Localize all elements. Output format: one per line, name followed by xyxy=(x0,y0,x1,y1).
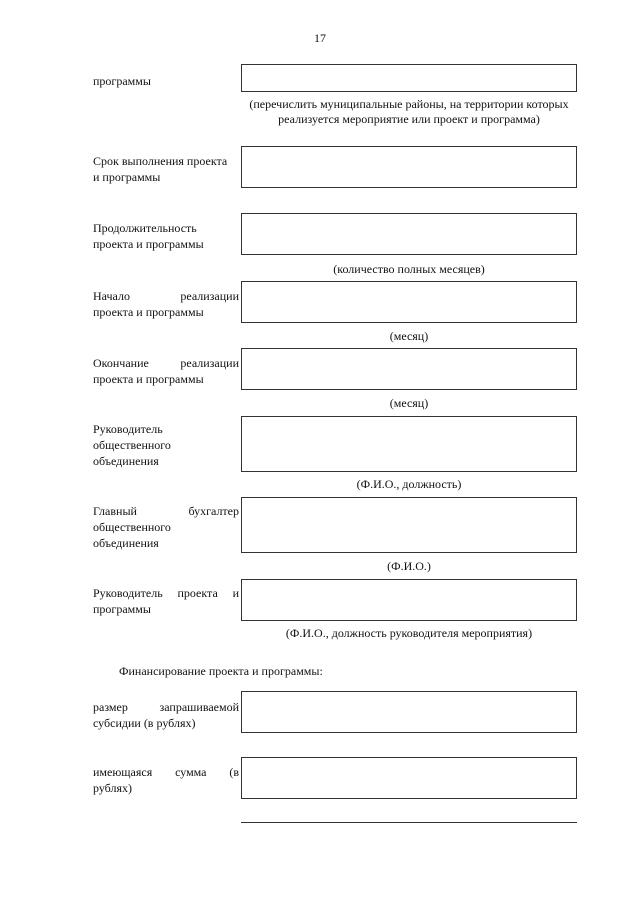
label-line: Срок выполнения проекта xyxy=(93,154,228,168)
label-line: Окончание реализации xyxy=(93,356,239,370)
label-line: проекта и программы xyxy=(93,237,204,251)
label-accountant xyxy=(93,503,239,551)
term-field[interactable] xyxy=(241,146,577,188)
head-field[interactable] xyxy=(241,416,577,472)
label-line: Руководитель проекта и xyxy=(93,586,239,600)
label-line: объединения xyxy=(93,454,159,468)
duration-field[interactable] xyxy=(241,213,577,255)
regions-field[interactable] xyxy=(241,64,577,92)
label-head xyxy=(93,421,239,469)
label-available-sum xyxy=(93,764,239,796)
label-line: Продолжительность xyxy=(93,221,197,235)
subsidy-field[interactable] xyxy=(241,691,577,733)
project-head-field[interactable] xyxy=(241,579,577,621)
label-line: размер запрашиваемой xyxy=(93,700,239,714)
label-line: имеющаяся сумма (в xyxy=(93,765,239,779)
label-line: рублях) xyxy=(93,781,132,795)
caption-regions: (перечислить муниципальные районы, на территории которых реализуется мероприятие или проект и программа) xyxy=(249,97,569,126)
label-line: субсидии (в рублях) xyxy=(93,716,196,730)
caption-end: (месяц) xyxy=(389,396,429,410)
label-line: общественного xyxy=(93,520,171,534)
label-line: и программы xyxy=(93,170,161,184)
label-project-head xyxy=(93,585,239,617)
page-number: 17 xyxy=(314,31,326,45)
financing-title: Финансирование проекта и программы: xyxy=(119,664,323,678)
caption-accountant: (Ф.И.О.) xyxy=(387,559,431,573)
bottom-rule xyxy=(241,822,577,823)
label-start xyxy=(93,288,239,320)
label-line: проекта и программы xyxy=(93,372,204,386)
start-field[interactable] xyxy=(241,281,577,323)
available-sum-field[interactable] xyxy=(241,757,577,799)
label-line: объединения xyxy=(93,536,159,550)
end-field[interactable] xyxy=(241,348,577,390)
label-line: программы xyxy=(93,74,151,88)
label-line: Начало реализации xyxy=(93,289,239,303)
caption-duration: (количество полных месяцев) xyxy=(333,262,485,276)
label-line: Главный бухгалтер xyxy=(93,504,239,518)
caption-head: (Ф.И.О., должность) xyxy=(356,477,462,491)
label-line: Руководитель xyxy=(93,422,163,436)
label-term xyxy=(93,153,239,185)
label-line: программы xyxy=(93,602,151,616)
label-duration xyxy=(93,220,239,252)
label-line: проекта и программы xyxy=(93,305,204,319)
label-end xyxy=(93,355,239,387)
accountant-field[interactable] xyxy=(241,497,577,553)
caption-start: (месяц) xyxy=(389,329,429,343)
label-line: общественного xyxy=(93,438,171,452)
label-subsidy xyxy=(93,699,239,731)
caption-project-head: (Ф.И.О., должность руководителя мероприятия) xyxy=(285,626,533,640)
label-regions xyxy=(93,73,239,89)
